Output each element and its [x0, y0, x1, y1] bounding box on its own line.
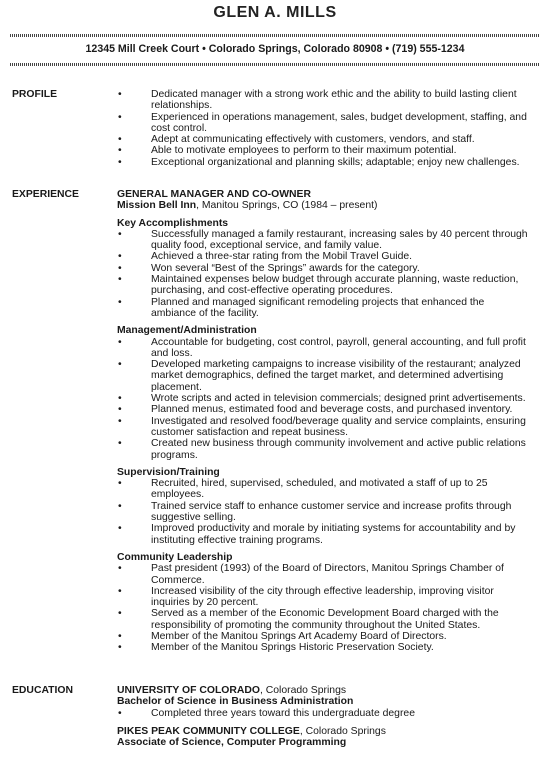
education-section [117, 685, 532, 748]
list-item: • Served as a member of the Economic Development Board charged with the responsibility of promoting the community throughout the United States. [117, 608, 532, 631]
list-item: • Developed marketing campaigns to increase visibility of the restaurant; analyzed market demographics, defined the target market, and determined advertising placement. [117, 359, 532, 393]
section-title-experience: EXPERIENCE [12, 189, 79, 200]
school-location: , Colorado Springs [259, 685, 347, 696]
profile-item: • Able to motivate employees to perform to their maximum potential. [117, 145, 532, 156]
school-line [117, 726, 532, 737]
list-item: • Planned menus, estimated food and beverage costs, and purchased inventory. [117, 404, 532, 415]
employer-detail: , Manitou Springs, CO (1984 – present) [196, 200, 378, 212]
profile-item: • Exceptional organizational and planning skills; adaptable; enjoy new challenges. [117, 157, 532, 168]
list-item: • Achieved a three-star rating from the Mobil Travel Guide. [117, 251, 532, 262]
school-line [117, 685, 532, 696]
employer-line [117, 200, 532, 211]
key-accomplishments-list [117, 229, 532, 319]
list-item: • Recruited, hired, supervised, scheduled, and motivated a staff of up to 25 employees. [117, 478, 532, 501]
resume-name: GLEN A. MILLS [213, 4, 337, 21]
education-list [117, 708, 532, 719]
list-item: • Increased visibility of the city through effective leadership, improving visitor inquiries by 20 percent. [117, 586, 532, 609]
degree: Bachelor of Science in Business Administration [117, 696, 354, 708]
list-item: • Maintained expenses below budget through accurate planning, waste reduction, purchasing, and cost-effective operating procedures. [117, 274, 532, 297]
degree: Associate of Science, Computer Programming [117, 737, 347, 749]
section-title-profile: PROFILE [12, 89, 58, 100]
profile-list [117, 89, 532, 168]
profile-section [117, 89, 532, 168]
profile-item: • Experienced in operations management, sales, budget development, staffing, and cost control. [117, 112, 532, 135]
group-heading-supervision: Supervision/Training [117, 466, 220, 478]
school-name: PIKES PEAK COMMUNITY COLLEGE [117, 725, 300, 737]
group-heading-community: Community Leadership [117, 551, 233, 563]
employer-name: Mission Bell Inn [117, 200, 197, 212]
list-item: • Created new business through community involvement and active public relations programs. [117, 438, 532, 461]
job-title: GENERAL MANAGER AND CO-OWNER [117, 189, 311, 200]
profile-item: • Dedicated manager with a strong work ethic and the ability to build lasting client relationships. [117, 89, 532, 112]
community-list [117, 563, 532, 653]
list-item: • Planned and managed significant remodeling projects that enhanced the ambiance of the facility. [117, 297, 532, 320]
list-item: • Accountable for budgeting, cost control, payroll, general accounting, and full profit and loss. [117, 337, 532, 360]
school-location: , Colorado Springs [299, 725, 386, 737]
contact-line: 12345 Mill Creek Court • Colorado Springs, Colorado 80908 • (719) 555-1234 [85, 43, 465, 55]
list-item: • Successfully managed a family restaurant, increasing sales by 40 percent through quality food, exceptional service, and family value. [117, 229, 532, 252]
header-rule-top [10, 34, 540, 37]
list-item: • Member of the Manitou Springs Art Academy Board of Directors. [117, 631, 532, 642]
profile-item: • Adept at communicating effectively with customers, vendors, and staff. [117, 134, 532, 145]
supervision-list [117, 478, 532, 546]
list-item: • Improved productivity and morale by initiating systems for accountability and by instituting effective training programs. [117, 523, 532, 546]
list-item: • Won several “Best of the Springs” awards for the category. [117, 263, 532, 274]
school-name: UNIVERSITY OF COLORADO [117, 685, 260, 696]
list-item: • Past president (1993) of the Board of Directors, Manitou Springs Chamber of Commerce. [117, 563, 532, 586]
list-item: • Completed three years toward this undergraduate degree [117, 708, 532, 719]
management-list [117, 337, 532, 461]
list-item: • Investigated and resolved food/beverage quality and service complaints, ensuring customer satisfaction and repeat business. [117, 416, 532, 439]
list-item: • Trained service staff to enhance customer service and increase profits through suggestive selling. [117, 501, 532, 524]
section-title-education: EDUCATION [12, 685, 73, 696]
list-item: • Wrote scripts and acted in television commercials; designed print advertisements. [117, 393, 532, 404]
group-heading-management: Management/Administration [117, 325, 257, 337]
group-heading-key-accomplishments: Key Accomplishments [117, 217, 229, 229]
header-rule-bottom [10, 63, 540, 66]
list-item: • Member of the Manitou Springs Historic Preservation Society. [117, 642, 532, 653]
experience-section [117, 189, 532, 654]
